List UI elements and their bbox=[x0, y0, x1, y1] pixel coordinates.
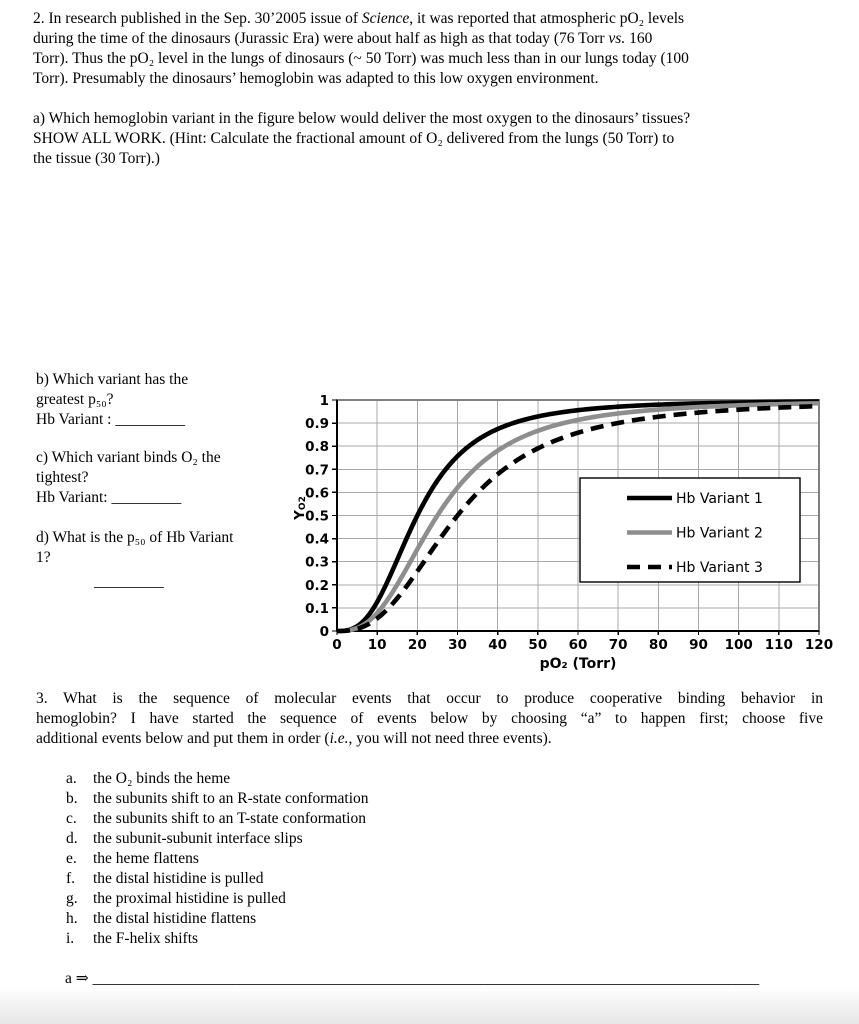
text-run: d) What is the p₅₀ of Hb Variant bbox=[36, 529, 234, 546]
y-tick-label: 0.9 bbox=[305, 416, 329, 433]
x-tick-label: 120 bbox=[804, 637, 834, 653]
legend-label-1: Hb Variant 1 bbox=[676, 491, 763, 507]
y-tick-label: 0.3 bbox=[305, 554, 329, 571]
list-item-text: the heme flattens bbox=[93, 850, 199, 867]
x-tick-label: 80 bbox=[648, 637, 668, 653]
page-bottom-fade bbox=[0, 988, 859, 1024]
list-item bbox=[66, 829, 666, 849]
text-run: hemoglobin? I have started the sequence of events below by choosing “a” to happen first; choose five bbox=[36, 710, 823, 727]
list-item bbox=[66, 789, 666, 809]
list-item-text: the proximal histidine is pulled bbox=[93, 890, 286, 907]
list-item bbox=[66, 929, 666, 949]
text-run: additional events below and put them in order ( bbox=[36, 730, 330, 747]
answer-sequence-blank: ______________________________________________________________________________________ bbox=[92, 970, 760, 987]
list-item-text: the subunits shift to an R-state conformation bbox=[93, 790, 369, 807]
text-line bbox=[33, 69, 833, 89]
question-2c-block bbox=[36, 448, 296, 508]
x-tick-label: 100 bbox=[724, 637, 753, 653]
x-tick-label: 30 bbox=[448, 637, 467, 653]
text-run: greatest p₅₀? bbox=[36, 391, 114, 408]
question-3-paragraph bbox=[36, 689, 823, 749]
list-item-letter: h. bbox=[66, 910, 78, 927]
chart-canvas bbox=[295, 383, 859, 678]
x-tick-label: 10 bbox=[367, 637, 387, 653]
list-item-letter: g. bbox=[66, 890, 78, 907]
text-line bbox=[36, 488, 296, 508]
x-tick-label: 0 bbox=[332, 637, 342, 653]
y-tick-label: 1 bbox=[319, 393, 329, 409]
list-item-text: the subunit-subunit interface slips bbox=[93, 830, 303, 847]
answer-sequence-row bbox=[65, 969, 759, 989]
question-2d-block bbox=[36, 528, 296, 568]
list-item-text: the subunits shift to an T-state conformation bbox=[93, 810, 366, 827]
list-item-letter: a. bbox=[66, 770, 77, 787]
y-axis-title bbox=[291, 476, 309, 540]
x-tick-label: 110 bbox=[764, 637, 793, 653]
list-item bbox=[66, 889, 666, 909]
text-run: b) Which variant has the bbox=[36, 371, 189, 388]
list-item bbox=[66, 909, 666, 929]
list-item bbox=[66, 869, 666, 889]
text-line bbox=[36, 390, 296, 410]
y-tick-label: 0.4 bbox=[305, 531, 329, 548]
y-tick-label: 0 bbox=[319, 624, 329, 640]
text-run: , it was reported that atmospheric pO₂ levels bbox=[409, 10, 685, 27]
legend-label-2: Hb Variant 2 bbox=[676, 525, 763, 542]
text-run: 2. In research published in the Sep. 30’2005 issue of bbox=[33, 10, 362, 27]
text-line bbox=[33, 49, 833, 69]
legend-label-3: Hb Variant 3 bbox=[676, 560, 763, 576]
text-line bbox=[36, 729, 823, 749]
text-line bbox=[36, 410, 296, 430]
list-item bbox=[66, 809, 666, 829]
text-run: tightest? bbox=[36, 469, 89, 486]
text-run: i.e. bbox=[329, 730, 349, 747]
text-run: a) Which hemoglobin variant in the figure below would deliver the most oxygen to the dinosaurs’ tissues? bbox=[33, 110, 691, 127]
list-item bbox=[66, 769, 666, 789]
y-axis-title-sub: O2 bbox=[298, 496, 308, 511]
y-tick-label: 0.1 bbox=[305, 600, 329, 617]
text-run: SHOW ALL WORK. (Hint: Calculate the fractional amount of O₂ delivered from the lungs (50 Torr) to bbox=[33, 130, 675, 147]
text-line bbox=[33, 109, 823, 129]
question-2d-answer-blank: _________ bbox=[94, 573, 164, 590]
y-tick-label: 0.7 bbox=[305, 462, 329, 479]
oxygen-binding-chart bbox=[292, 383, 859, 678]
text-line bbox=[33, 9, 833, 29]
text-line bbox=[33, 129, 823, 149]
y-axis-title-main: Y bbox=[292, 510, 308, 520]
list-item-letter: c. bbox=[66, 810, 77, 827]
list-item-letter: i. bbox=[66, 930, 75, 947]
text-line bbox=[36, 448, 296, 468]
question-2a-paragraph bbox=[33, 109, 823, 169]
question-3-choices-list bbox=[66, 769, 666, 949]
text-run: Hb Variant : _________ bbox=[36, 411, 186, 428]
x-tick-label: 60 bbox=[568, 637, 588, 653]
list-item-text: the F-helix shifts bbox=[93, 930, 199, 947]
x-tick-label: 70 bbox=[608, 637, 628, 653]
text-run: 3. What is the sequence of molecular events that occur to produce cooperative binding behavior in bbox=[36, 690, 823, 707]
text-run: the tissue (30 Torr).) bbox=[33, 150, 160, 167]
text-run: 160 bbox=[625, 30, 653, 47]
y-tick-label: 0.6 bbox=[305, 485, 329, 502]
y-tick-label: 0.8 bbox=[305, 439, 329, 456]
list-item-letter: f. bbox=[66, 870, 76, 887]
x-axis-title: pO₂ (Torr) bbox=[539, 656, 617, 672]
list-item-letter: b. bbox=[66, 790, 78, 807]
text-line bbox=[36, 528, 296, 548]
y-tick-label: 0.2 bbox=[305, 577, 329, 594]
text-line bbox=[36, 709, 823, 729]
text-run: Hb Variant: _________ bbox=[36, 489, 182, 506]
list-item-text: the distal histidine flattens bbox=[93, 910, 257, 927]
text-run: vs. bbox=[608, 30, 626, 47]
list-item-letter: e. bbox=[66, 850, 77, 867]
x-tick-label: 40 bbox=[488, 637, 508, 653]
x-tick-label: 20 bbox=[407, 637, 427, 653]
y-tick-label: 0.5 bbox=[305, 508, 329, 525]
text-run: 1? bbox=[36, 549, 51, 566]
answer-sequence-prefix: a ⇒ bbox=[65, 970, 93, 987]
text-run: , you will not need three events). bbox=[348, 730, 552, 747]
text-line bbox=[36, 370, 296, 390]
list-item-text: the distal histidine is pulled bbox=[93, 870, 264, 887]
text-run: Science bbox=[361, 10, 410, 27]
x-tick-label: 90 bbox=[689, 637, 708, 653]
text-line bbox=[33, 149, 823, 169]
question-2b-block bbox=[36, 370, 296, 430]
text-line bbox=[36, 689, 823, 709]
text-run: Torr). Thus the pO₂ level in the lungs of dinosaurs (~ 50 Torr) was much less than in our lungs today (100 bbox=[33, 50, 689, 67]
text-line bbox=[36, 548, 296, 568]
list-item-letter: d. bbox=[66, 830, 78, 847]
x-tick-label: 50 bbox=[528, 637, 548, 653]
text-run: c) Which variant binds O₂ the bbox=[36, 449, 221, 466]
text-line bbox=[36, 468, 296, 488]
question-2-paragraph bbox=[33, 9, 833, 89]
text-run: Torr). Presumably the dinosaurs’ hemoglobin was adapted to this low oxygen environment. bbox=[33, 70, 599, 87]
text-run: during the time of the dinosaurs (Jurassic Era) were about half as high as that today (76 Torr bbox=[33, 30, 609, 47]
list-item bbox=[66, 849, 666, 869]
list-item-text: the O₂ binds the heme bbox=[93, 770, 231, 787]
text-line bbox=[33, 29, 833, 49]
